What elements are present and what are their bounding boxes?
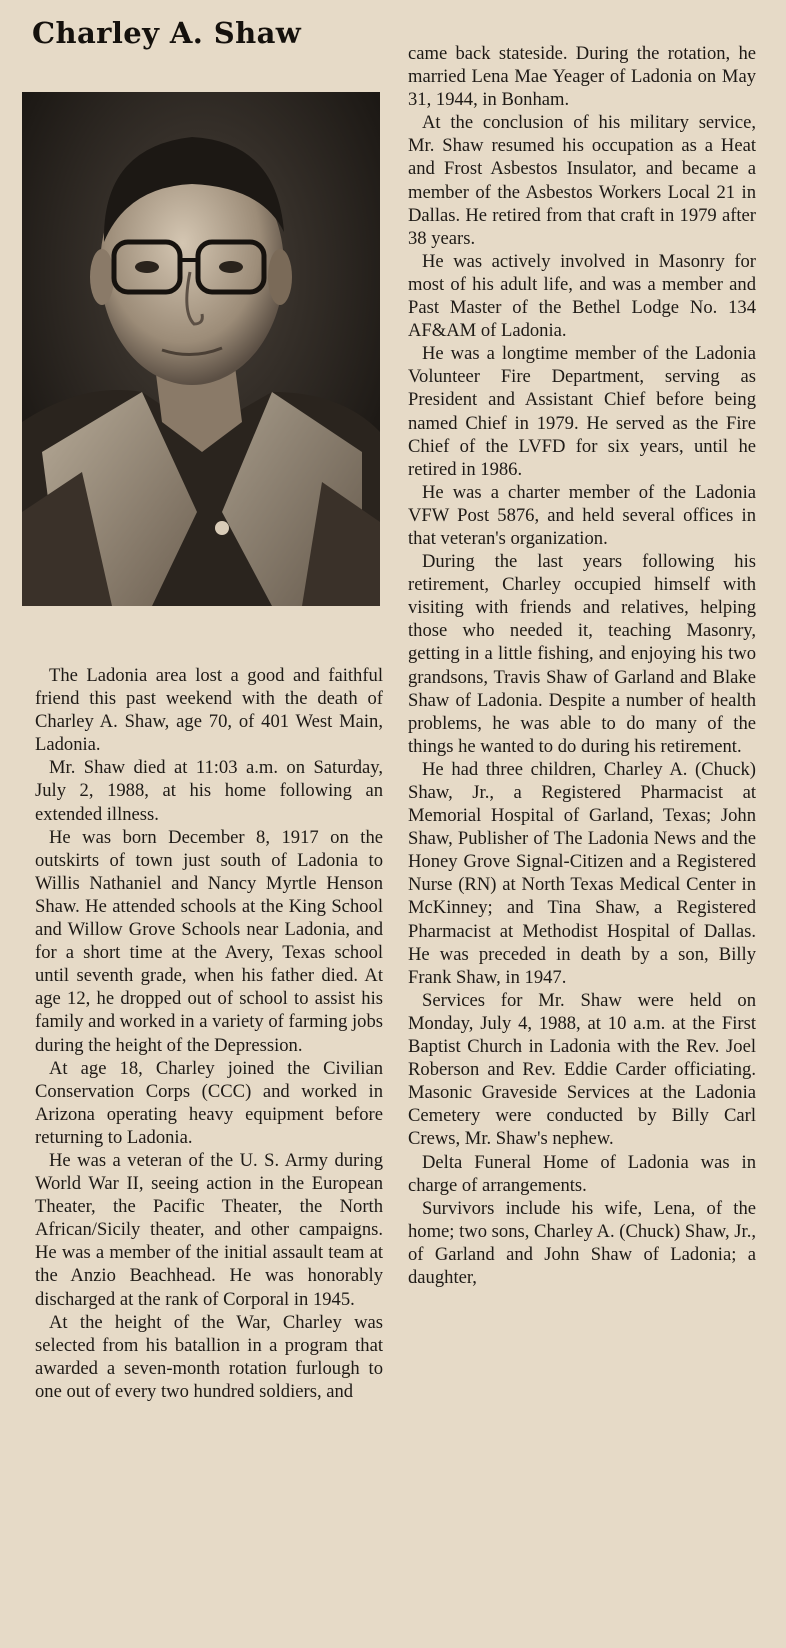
paragraph: He was a charter member of the Ladonia VFW Post 5876, and held several offices in that veteran's organization.: [408, 481, 756, 549]
paragraph: He was a longtime member of the Ladonia Volunteer Fire Department, serving as President and Assistant Chief before being named Chief in 1979. He served as the Fire Chief of the LVFD for six years, until he retired in 1986.: [408, 343, 756, 480]
headline: Charley A. Shaw: [32, 16, 302, 50]
paragraph: He had three children, Charley A. (Chuck) Shaw, Jr., a Registered Pharmacist at Memorial Hospital of Garland, Texas; John Shaw, Publisher of The Ladonia News and the Honey Grove Signal-Citizen and a Registered Nurse (RN) at North Texas Medical Center in McKinney; and Tina Shaw, a Registered Pharmacist at Methodist Hospital of Dallas. He was preceded in death by a son, Billy Frank Shaw, in 1947.: [408, 758, 756, 988]
right-column: [408, 42, 756, 1289]
paragraph-continuation: came back stateside. During the rotation, he married Lena Mae Yeager of Ladonia on May 31, 1944, in Bonham.: [408, 43, 756, 111]
paragraph: Mr. Shaw died at 11:03 a.m. on Saturday, July 2, 1988, at his home following an extended illness.: [35, 757, 383, 825]
portrait-photo: [22, 92, 380, 606]
paragraph: During the last years following his retirement, Charley occupied himself with visiting with friends and relatives, helping those who needed it, teaching Masonry, getting in a little fishing, and enjoying his two grandsons, Travis Shaw of Garland and Blake Shaw of Ladonia. Despite a number of health problems, he was able to do many of the things he wanted to do during his retirement.: [408, 551, 756, 757]
paragraph: Survivors include his wife, Lena, of the home; two sons, Charley A. (Chuck) Shaw, Jr., of Garland and John Shaw of Ladonia; a daughter,: [408, 1197, 756, 1288]
left-column: [35, 664, 383, 1403]
paragraph: The Ladonia area lost a good and faithful friend this past weekend with the death of Charley A. Shaw, age 70, of 401 West Main, Ladonia.: [35, 665, 383, 756]
paragraph: He was a veteran of the U. S. Army during World War II, seeing action in the European Theater, the Pacific Theater, the North African/Sicily theater, and other campaigns. He was a member of the initial assault team at the Anzio Beachhead. He was honorably discharged at the rank of Corporal in 1945.: [35, 1149, 383, 1310]
paragraph: At the conclusion of his military service, Mr. Shaw resumed his occupation as a Heat and Frost Asbestos Insulator, and became a member of the Asbestos Workers Local 21 in Dallas. He retired from that craft in 1979 after 38 years.: [408, 112, 756, 249]
paragraph: He was born December 8, 1917 on the outskirts of town just south of Ladonia to Willis Nathaniel and Nancy Myrtle Henson Shaw. He attended schools at the King School and Willow Grove Schools near Ladonia, and for a short time at the Avery, Texas school until seventh grade, when his father died. At age 12, he dropped out of school to assist his family and worked in a variety of farming jobs during the height of the Depression.: [35, 826, 384, 1056]
paragraph: At age 18, Charley joined the Civilian Conservation Corps (CCC) and worked in Arizona operating heavy equipment before returning to Ladonia.: [35, 1057, 383, 1148]
paragraph: At the height of the War, Charley was selected from his batallion in a program that awarded a seven-month rotation furlough to one out of every two hundred soldiers, and: [35, 1311, 383, 1402]
paragraph: Delta Funeral Home of Ladonia was in charge of arrangements.: [408, 1151, 756, 1196]
paragraph: Services for Mr. Shaw were held on Monday, July 4, 1988, at 10 a.m. at the First Baptist Church in Ladonia with the Rev. Joel Roberson and Rev. Eddie Carder officiating. Masonic Graveside Services at the Ladonia Cemetery were conducted by Billy Carl Crews, Mr. Shaw's nephew.: [408, 989, 756, 1150]
paragraph: He was actively involved in Masonry for most of his adult life, and was a member and Past Master of the Bethel Lodge No. 134 AF&AM of Ladonia.: [408, 250, 756, 342]
